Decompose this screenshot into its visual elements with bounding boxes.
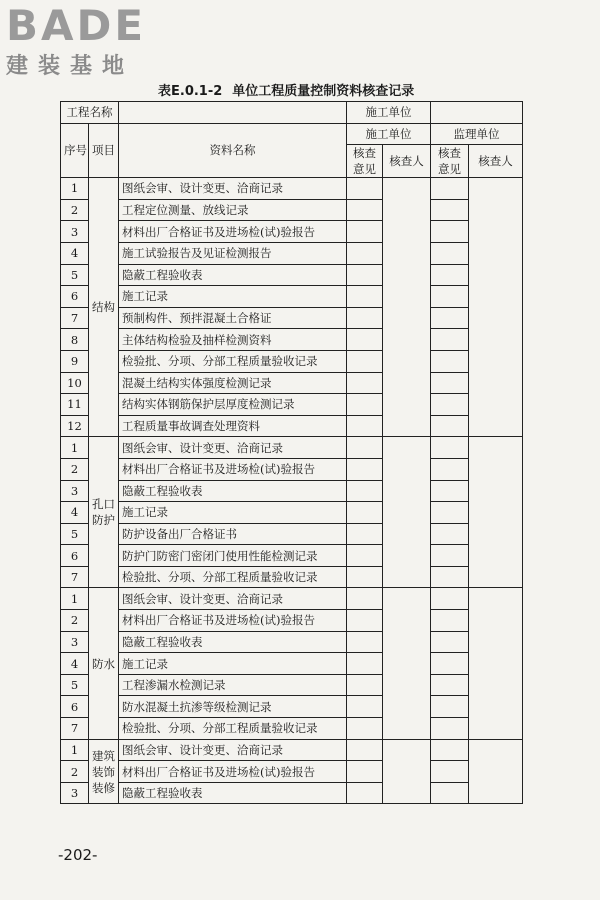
document-name: 工程渗漏水检测记录 [119,674,347,696]
item-header: 项目 [89,123,119,178]
construction-check-opinion-cell [347,307,383,329]
construction-check-opinion-cell [347,329,383,351]
supervision-check-opinion-cell [431,761,469,783]
table-row [61,674,523,696]
supervision-check-opinion-cell [431,415,469,437]
document-name: 施工试验报告及见证检测报告 [119,242,347,264]
table-row [61,437,523,459]
table-row [61,329,523,351]
supervision-check-opinion-cell [431,631,469,653]
supervision-check-opinion-header: 核查意见 [431,145,469,178]
bade-logo [6,1,186,80]
construction-check-opinion-cell [347,502,383,524]
construction-checker-cell [383,437,431,588]
project-name-row [61,102,523,124]
project-name-label: 工程名称 [61,102,119,124]
table-row [61,372,523,394]
table-row [61,264,523,286]
supervision-check-opinion-cell [431,329,469,351]
row-number: 12 [61,415,89,437]
construction-check-opinion-cell [347,782,383,804]
construction-check-opinion-header: 核查意见 [347,145,383,178]
table-row [61,653,523,675]
row-number: 5 [61,523,89,545]
row-number: 5 [61,264,89,286]
table-row [61,458,523,480]
seq-label: 序号 [64,143,87,158]
construction-check-opinion-cell [347,480,383,502]
construction-checker-header: 核查人 [383,145,431,178]
project-name-value [119,102,347,124]
row-number: 7 [61,718,89,740]
document-name: 材料出厂合格证书及进场检(试)验报告 [119,610,347,632]
document-name: 图纸会审、设计变更、洽商记录 [119,588,347,610]
document-name: 防护设备出厂合格证书 [119,523,347,545]
row-number: 1 [61,437,89,459]
document-name: 检验批、分项、分部工程质量验收记录 [119,718,347,740]
document-name: 预制构件、预拌混凝土合格证 [119,307,347,329]
page-number: -202- [58,846,98,864]
construction-unit-label: 施工单位 [347,102,431,124]
construction-check-opinion-cell [347,264,383,286]
construction-check-opinion-cell [347,286,383,308]
table-row [61,480,523,502]
construction-check-opinion-cell [347,199,383,221]
row-number: 7 [61,566,89,588]
construction-check-opinion-cell [347,674,383,696]
document-name: 图纸会审、设计变更、洽商记录 [119,739,347,761]
table-row [61,588,523,610]
document-name: 施工记录 [119,502,347,524]
document-name: 隐蔽工程验收表 [119,264,347,286]
document-name: 检验批、分项、分部工程质量验收记录 [119,566,347,588]
table-row [61,782,523,804]
supervision-check-opinion-cell [431,394,469,416]
logo-wordmark: BADE [6,1,147,50]
supervision-check-opinion-cell [431,480,469,502]
row-number: 1 [61,588,89,610]
document-name: 检验批、分项、分部工程质量验收记录 [119,350,347,372]
item-category: 防水 [89,588,119,739]
construction-check-opinion-cell [347,588,383,610]
construction-check-opinion-cell [347,415,383,437]
document-name: 工程质量事故调查处理资料 [119,415,347,437]
construction-checker-cell [383,178,431,437]
table-title-text: 单位工程质量控制资料核查记录 [232,84,415,99]
supervision-check-opinion-cell [431,566,469,588]
table-row [61,545,523,567]
supervision-checker-cell [469,588,523,739]
logo-subtitle: 建装基地 [6,54,135,79]
construction-checker-cell [383,588,431,739]
row-number: 3 [61,221,89,243]
table-row [61,718,523,740]
document-name: 隐蔽工程验收表 [119,631,347,653]
construction-check-opinion-cell [347,739,383,761]
row-number: 4 [61,242,89,264]
construction-check-opinion-cell [347,437,383,459]
document-name: 施工记录 [119,286,347,308]
supervision-check-opinion-cell [431,545,469,567]
supervision-check-opinion-cell [431,307,469,329]
table-row [61,415,523,437]
construction-unit-value [431,102,523,124]
construction-check-opinion-cell [347,350,383,372]
document-name: 图纸会审、设计变更、洽商记录 [119,178,347,200]
table-row [61,566,523,588]
row-number: 2 [61,199,89,221]
table-row [61,502,523,524]
item-category: 孔口防护 [89,437,119,588]
table-row [61,739,523,761]
supervision-check-opinion-cell [431,286,469,308]
row-number: 1 [61,739,89,761]
row-number: 3 [61,782,89,804]
table-row [61,199,523,221]
row-number: 4 [61,502,89,524]
row-number: 2 [61,761,89,783]
seq-header [61,123,89,178]
table-row [61,178,523,200]
row-number: 6 [61,696,89,718]
supervision-unit-group-header: 监理单位 [431,123,523,145]
supervision-check-opinion-cell [431,674,469,696]
supervision-check-opinion-cell [431,588,469,610]
document-name: 图纸会审、设计变更、洽商记录 [119,437,347,459]
item-category: 结构 [89,178,119,437]
table-row [61,242,523,264]
document-name: 材料出厂合格证书及进场检(试)验报告 [119,761,347,783]
row-number: 10 [61,372,89,394]
item-category: 建筑装饰装修 [89,739,119,804]
document-name: 防护门防密门密闭门使用性能检测记录 [119,545,347,567]
document-name: 隐蔽工程验收表 [119,782,347,804]
construction-check-opinion-cell [347,458,383,480]
document-name: 材料出厂合格证书及进场检(试)验报告 [119,458,347,480]
construction-check-opinion-cell [347,566,383,588]
row-number: 9 [61,350,89,372]
row-number: 8 [61,329,89,351]
construction-check-opinion-cell [347,653,383,675]
supervision-checker-header: 核查人 [469,145,523,178]
supervision-check-opinion-cell [431,718,469,740]
table-row [61,523,523,545]
supervision-check-opinion-cell [431,372,469,394]
row-number: 11 [61,394,89,416]
quality-control-record-table [60,101,523,804]
document-name: 结构实体钢筋保护层厚度检测记录 [119,394,347,416]
table-row [61,286,523,308]
supervision-check-opinion-cell [431,437,469,459]
table-row [61,696,523,718]
supervision-check-opinion-cell [431,610,469,632]
supervision-check-opinion-cell [431,523,469,545]
row-number: 6 [61,286,89,308]
supervision-checker-cell [469,739,523,804]
construction-unit-group-header: 施工单位 [347,123,431,145]
supervision-check-opinion-cell [431,458,469,480]
construction-check-opinion-cell [347,372,383,394]
document-name: 混凝土结构实体强度检测记录 [119,372,347,394]
table-row [61,394,523,416]
row-number: 2 [61,610,89,632]
supervision-check-opinion-cell [431,350,469,372]
construction-check-opinion-cell [347,718,383,740]
table-body [61,102,523,804]
document-name: 主体结构检验及抽样检测资料 [119,329,347,351]
supervision-check-opinion-cell [431,264,469,286]
supervision-check-opinion-cell [431,242,469,264]
doc-name-header: 资料名称 [119,123,347,178]
supervision-checker-cell [469,437,523,588]
table-row [61,761,523,783]
row-number: 2 [61,458,89,480]
document-name: 材料出厂合格证书及进场检(试)验报告 [119,221,347,243]
supervision-check-opinion-cell [431,653,469,675]
table-row [61,221,523,243]
supervision-check-opinion-cell [431,502,469,524]
row-number: 3 [61,631,89,653]
row-number: 1 [61,178,89,200]
construction-check-opinion-cell [347,631,383,653]
document-name: 防水混凝土抗渗等级检测记录 [119,696,347,718]
construction-checker-cell [383,739,431,804]
construction-check-opinion-cell [347,394,383,416]
document-name: 隐蔽工程验收表 [119,480,347,502]
row-number: 3 [61,480,89,502]
row-number: 7 [61,307,89,329]
supervision-check-opinion-cell [431,739,469,761]
construction-check-opinion-cell [347,696,383,718]
construction-check-opinion-cell [347,545,383,567]
row-number: 5 [61,674,89,696]
construction-check-opinion-cell [347,610,383,632]
supervision-check-opinion-cell [431,178,469,200]
table-row [61,610,523,632]
supervision-checker-cell [469,178,523,437]
construction-check-opinion-cell [347,221,383,243]
construction-check-opinion-cell [347,178,383,200]
table-title [158,80,414,99]
header-row-1 [61,123,523,145]
supervision-check-opinion-cell [431,221,469,243]
document-name: 施工记录 [119,653,347,675]
row-number: 6 [61,545,89,567]
table-row [61,350,523,372]
table-code: 表E.0.1-2 [158,84,223,99]
construction-check-opinion-cell [347,761,383,783]
construction-check-opinion-cell [347,523,383,545]
supervision-check-opinion-cell [431,199,469,221]
supervision-check-opinion-cell [431,782,469,804]
document-name: 工程定位测量、放线记录 [119,199,347,221]
supervision-check-opinion-cell [431,696,469,718]
construction-check-opinion-cell [347,242,383,264]
row-number: 4 [61,653,89,675]
table-row [61,631,523,653]
table-row [61,307,523,329]
